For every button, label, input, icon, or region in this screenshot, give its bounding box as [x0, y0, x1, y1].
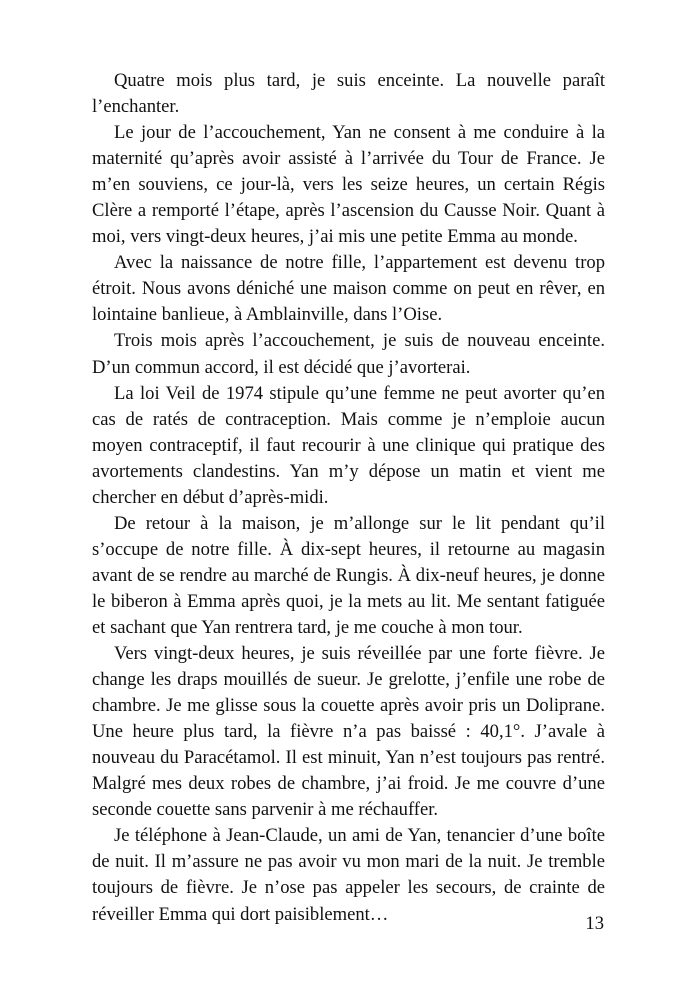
paragraph: La loi Veil de 1974 stipule qu’une femme ne peut avorter qu’en cas de ratés de contraception. Mais comme je n’emploie aucun moyen contraceptif, il faut recourir à une clinique qui pratique des avortements clandestins. Yan m’y dépose un matin et vient me chercher en début d’après-midi.: [92, 382, 605, 508]
paragraph: Trois mois après l’accouchement, je suis de nouveau enceinte. D’un commun accord, il est décidé que j’avorterai.: [92, 330, 605, 378]
paragraph: Avec la naissance de notre fille, l’appartement est devenu trop étroit. Nous avons déniché une maison comme on peut en rêver, en lointaine banlieue, à Amblainville, dans l’Oise.: [92, 252, 605, 326]
body-text: [92, 68, 605, 928]
paragraph: Quatre mois plus tard, je suis enceinte. La nouvelle paraît l’enchanter.: [92, 70, 605, 118]
paragraph: Je téléphone à Jean-Claude, un ami de Yan, tenancier d’une boîte de nuit. Il m’assure ne pas avoir vu mon mari de la nuit. Je tremble toujours de fièvre. Je n’ose pas appeler les secours, de crainte de réveiller Emma qui dort paisiblement…: [92, 825, 605, 925]
page-number: 13: [585, 913, 604, 934]
paragraph: Vers vingt-deux heures, je suis réveillée par une forte fièvre. Je change les draps mouillés de sueur. Je grelotte, j’enfile une robe de chambre. Je me glisse sous la couette après avoir pris un Doliprane. Une heure plus tard, la fièvre n’a pas baissé : 40,1°. J’avale à nouveau du Paracétamol. Il est minuit, Yan n’est toujours pas rentré. Malgré mes deux robes de chambre, j’ai froid. Je me couvre d’une seconde couette sans parvenir à me réchauffer.: [92, 643, 605, 821]
paragraph: Le jour de l’accouchement, Yan ne consent à me conduire à la maternité qu’après avoir assisté à l’arrivée du Tour de France. Je m’en souviens, ce jour-là, vers les seize heures, un certain Régis Clère a remporté l’étape, après l’ascension du Causse Noir. Quant à moi, vers vingt-deux heures, j’ai mis une petite Emma au monde.: [92, 122, 605, 248]
paragraph: De retour à la maison, je m’allonge sur le lit pendant qu’il s’occupe de notre fille. À dix-sept heures, il retourne au magasin avant de se rendre au marché de Rungis. À dix-neuf heures, je donne le biberon à Emma après quoi, je la mets au lit. Me sentant fatiguée et sachant que Yan rentrera tard, je me couche à mon tour.: [92, 512, 605, 638]
